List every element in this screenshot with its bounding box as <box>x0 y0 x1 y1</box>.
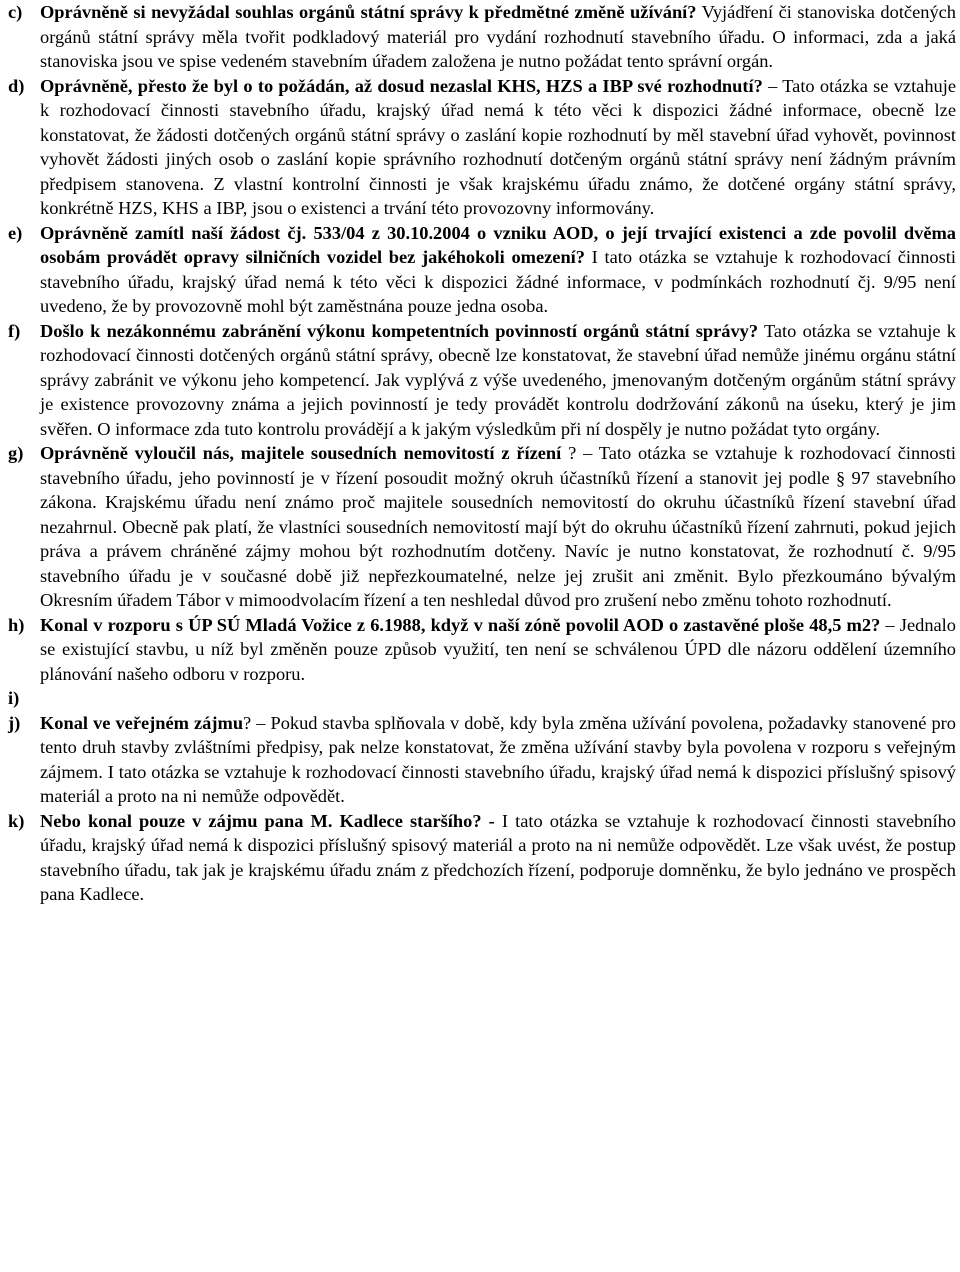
item-letter: g) <box>8 443 24 463</box>
item-question: Došlo k nezákonnému zabránění výkonu kompetentních povinností orgánů státní správy? <box>40 320 759 341</box>
item-question: Konal ve veřejném zájmu <box>40 712 244 733</box>
list-item-d <box>8 74 956 221</box>
item-question: Konal v rozporu s ÚP SÚ Mladá Vožice z 6.1988, když v naší zóně povolil AOD o zastavěné ploše 48,5 m2? <box>40 614 881 635</box>
item-answer: ? – Tato otázka se vztahuje k rozhodovací činnosti stavebního úřadu, jeho povinností je v řízení posoudit možný okruh účastníků řízení a stanovit jej podle § 97 stavebního zákona. Krajskému úřadu není známo proč majitele sousedních nemovitostí do okruhu účastníků řízení stavební úřad nezahrnul. Obecně pak platí, že vlastníci sousedních nemovitostí mají být do okruhu účastníků řízení zahrnuti, pokud jejich práva a právem chráněné zájmy mohou být rozhodnutím dotčeny. Navíc je nutno konstatovat, že rozhodnutí č. 9/95 stavebního úřadu je v současné době již nepřezkoumatelné, nelze jej zrušit ani změnit. Bylo přezkoumáno bývalým Okresním úřadem Tábor v mimoodvolacím řízení a ten neshledal důvod pro zrušení nebo změnu tohoto rozhodnutí. <box>40 443 956 610</box>
item-body <box>40 613 956 687</box>
list-item-e <box>8 221 956 319</box>
list-item-g <box>8 441 956 613</box>
list-item-i <box>8 686 956 711</box>
item-letter: c) <box>8 2 23 22</box>
item-letter: e) <box>8 222 23 243</box>
list-item-c <box>8 0 956 74</box>
item-answer: I tato otázka se vztahuje k rozhodovací činnosti stavebního úřadu, krajský úřad nemá k této věci k dispozici žádné informace, v podmínkách rozhodnutí čj. 9/95 není uvedeno, že by provozovně mohl být zaměstnána pouze jedna osoba. <box>40 247 957 316</box>
item-answer: Tato otázka se vztahuje k rozhodovací činnosti dotčených orgánů státní správy, obecně lze konstatovat, že stavební úřad nemůže jinému orgánu státní správy zabránit ve výkonu jeho kompetencí. Jak vyplývá z výše uvedeného, jmenovaným dotčeným orgánům státní správy je existence provozovny známa a jejich povinností je tedy provádět kontrolu dodržování zákonů na úseku, který je jim svěřen. O informace zda tuto kontrolu provádějí a k jakým výsledkům při ní dospěly je nutno požádat tyto orgány. <box>40 320 956 439</box>
item-letter: j) <box>8 712 21 733</box>
item-question: Oprávněně, přesto že byl o to požádán, až dosud nezaslal KHS, HZS a IBP své rozhodnutí? <box>40 75 763 96</box>
list-item-k <box>8 809 956 907</box>
item-answer: – Jednalo se existující stavbu, u níž byl změněn pouze způsob využití, ten není se schválenou ÚPD dle názoru oddělení územního plánování našeho odboru v rozporu. <box>40 614 956 684</box>
document-page <box>8 0 956 907</box>
list-item-j <box>8 711 956 809</box>
item-body <box>40 221 956 319</box>
list-item-h <box>8 613 956 687</box>
list-item-f <box>8 319 956 442</box>
item-answer: – Tato otázka se vztahuje k rozhodovací činnosti stavebního úřadu, krajský úřad nemá k této věci k dispozici žádné informace, obecně lze konstatovat, že žádosti dotčených orgánů státní správy o zaslání kopie rozhodnutí by měl stavební úřad vyhovět, povinnost vyhovět žádosti jiných osob o zaslání kopie správního rozhodnutí dotčeným orgánů státní správy není žádným právním předpisem stanovena. Z vlastní kontrolní činnosti je však krajskému úřadu známo, že dotčené orgány státní správy, konkrétně HZS, KHS a IBP, jsou o existenci a trvání této provozovny informovány. <box>40 75 957 218</box>
item-answer: Vyjádření či stanoviska dotčených orgánů státní správy měla tvořit podkladový materiál pro vydání rozhodnutí stavebního úřadu. O informaci, zda a jaká stanoviska jsou ve spise vedeném stavebním úřadem založena je nutno požádat tento správní orgán. <box>40 2 956 71</box>
item-body <box>40 711 956 809</box>
item-body <box>40 809 956 907</box>
item-letter: k) <box>8 810 25 831</box>
item-letter: i) <box>8 688 20 708</box>
item-question: Oprávněně si nevyžádal souhlas orgánů státní správy k předmětné změně užívání? <box>40 2 697 22</box>
item-question: Nebo konal pouze v zájmu pana M. Kadlece staršího? - <box>40 810 495 831</box>
item-body <box>40 74 956 221</box>
item-question: Oprávněně vyloučil nás, majitele sousedních nemovitostí z řízení <box>40 443 562 463</box>
item-letter: h) <box>8 614 25 635</box>
item-body <box>40 441 956 613</box>
item-letter: d) <box>8 75 25 96</box>
item-answer: I tato otázka se vztahuje k rozhodovací činnosti stavebního úřadu, krajský úřad nemá k dispozici příslušný spisový materiál a proto na ni nemůže odpovědět. Lze však uvést, že postup stavebního úřadu, tak jak je krajskému úřadu znám z předchozích řízení, podporuje domněnku, že bylo jednáno ve prospěch pana Kadlece. <box>40 810 956 904</box>
item-question: Oprávněně zamítl naší žádost čj. 533/04 z 30.10.2004 o vzniku AOD, o její trvající existenci a zde povolil dvěma osobám provádět opravy silničních vozidel bez jakéhokoli omezení? <box>40 222 956 267</box>
item-body <box>40 0 956 74</box>
item-body <box>40 319 956 442</box>
item-letter: f) <box>8 320 21 341</box>
item-answer: ? – Pokud stavba splňovala v době, kdy byla změna užívání povolena, požadavky stanovené pro tento druh stavby zvláštními předpisy, pak nelze konstatovat, že změna užívání stavby byla povolena v rozporu s veřejným zájmem. I tato otázka se vztahuje k rozhodovací činnosti stavebního úřadu, krajský úřad nemá k dispozici příslušný spisový materiál a proto na ni nemůže odpovědět. <box>40 712 956 806</box>
